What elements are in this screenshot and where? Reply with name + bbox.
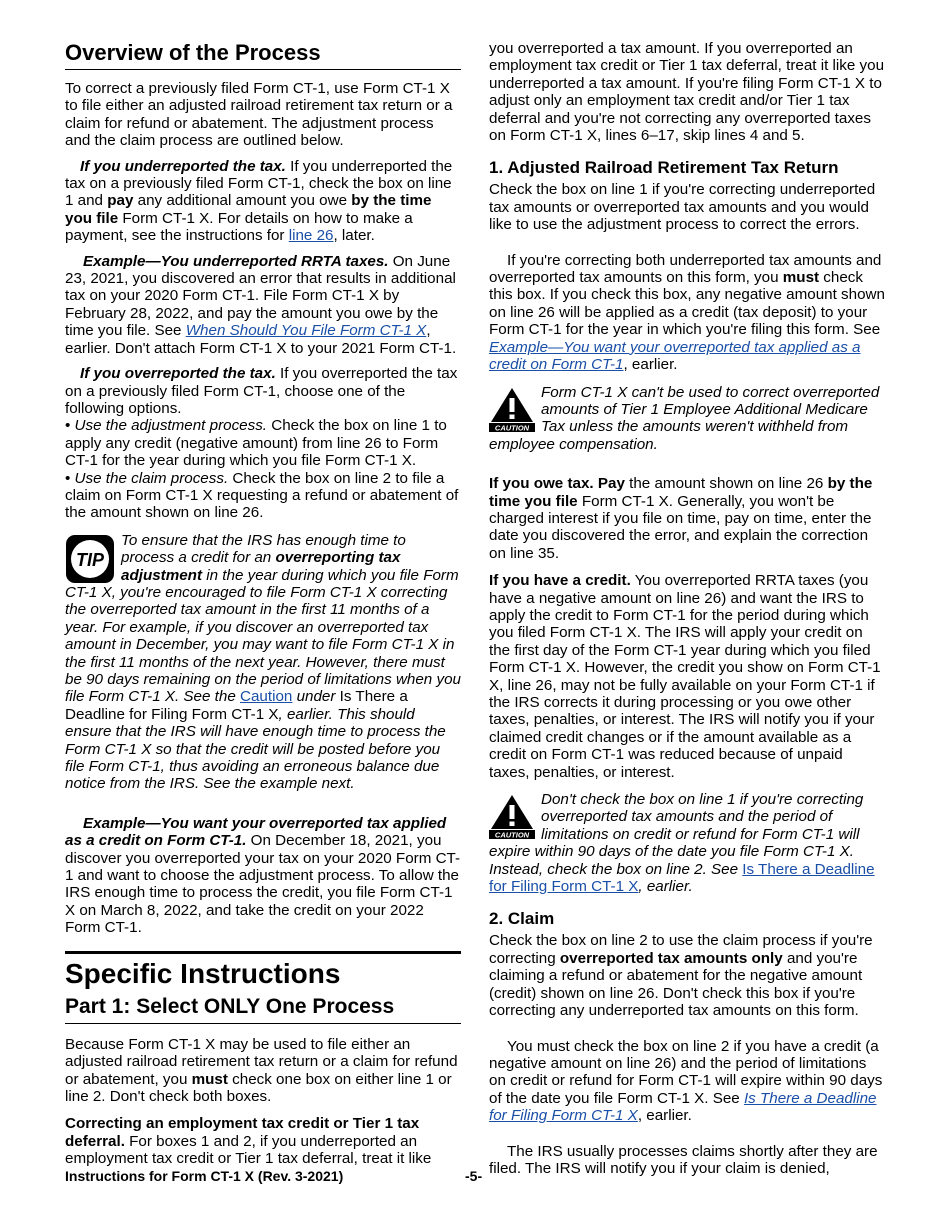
have-credit-paragraph: If you have a credit. You overreported RRTA taxes (you have a negative amount on line 26) and want the IRS to apply the credit to Form CT-1 for the period during which you filed Form CT-1 X. The IRS will apply your credit on the first day of the Form CT-1 year during which you filed Form CT-1 X. However, the credit you show on Form CT-1 X, line 26, may not be fully available on your Form CT-1 if the IRS corrects it during processing or you owe other taxes, penalties, or interest. The IRS will notify you if your claimed credit changes or if the amount available as a credit on Form CT-1 was reduced because of unpaid taxes, penalties, or interest. <box>489 572 881 781</box>
right-column <box>489 40 885 1185</box>
adjusted-return-p1: Check the box on line 1 if you're correcting underreported tax amounts or overreported tax amounts and you would like to use the adjustment process to correct the errors. <box>489 181 876 234</box>
deadline-link[interactable]: Is There a Deadline for Filing Form CT-1 X <box>489 860 875 896</box>
part1-heading: Part 1: Select ONLY One Process <box>65 990 461 1024</box>
correcting-credit-paragraph: Correcting an employment tax credit or Tier 1 tax deferral. For boxes 1 and 2, if you underreported an employment tax credit or Tier 1 tax deferral, treat it like <box>65 1115 432 1168</box>
adjusted-return-p2: If you're correcting both underreported tax amounts and overreported tax amounts on this form, you must check this box. If you check this box, any negative amount shown on line 26 will be applied as a credit (tax deposit) to your Form CT-1 for the year in which you're filing this form. See Example—You want your overreported tax applied as a credit on Form CT-1, earlier. <box>489 251 885 374</box>
caution-icon <box>489 793 535 839</box>
caution-note-limitations: CAUTION Don't check the box on line 1 if you're correcting overreported tax amounts and the period of limitations on credit or refund for Form CT-1 will expire within 90 days of the date you file Form CT-1 X. Instead, check the box on line 2. See Is There a Deadline for Filing Form CT-1 X, earlier. <box>489 791 875 896</box>
tip-note: TIP To ensure that the IRS has enough time to process a credit for an overreporting tax adjustment in the year during which you file Form CT-1 X, you're encouraged to file Form CT-1 X correcting the overreported tax amount in the first 11 months of a year. For example, if you discover an overreported tax amount in December, you may want to file Form CT-1 X in the first 11 months of the next year. However, there must be 90 days remaining on the period of limitations when you file Form CT-1 X. See the Caution under Is There a Deadline for Filing Form CT-1 X, earlier. This should ensure that the IRS will have enough time to process the Form CT-1 X so that the credit will be posted before you file Form CT-1, thus avoiding an erroneous balance due notice from the IRS. See the example next. <box>65 531 461 793</box>
claim-p3: The IRS usually processes claims shortly after they are filed. The IRS will notify you if your claim is denied, <box>489 1142 878 1177</box>
example-credit-link[interactable]: Example—You want your overreported tax applied as a credit on Form CT-1 <box>489 338 861 374</box>
example-underreported: Example—You underreported RRTA taxes. On June 23, 2021, you discovered an error that results in additional tax on your 2020 Form CT-1. File Form CT-1 X by February 28, 2022, and pay the amount you owe by the time you file. See When Should You File Form CT-1 X, earlier. Don't attach Form CT-1 X to your 2021 Form CT-1. <box>65 252 457 357</box>
left-column <box>65 40 461 1176</box>
footer-page-number: -5- <box>465 1168 483 1184</box>
example-overreported: Example—You want your overreported tax applied as a credit on Form CT-1. On December 18, 2021, you discover you overreported your tax on your 2020 Form CT-1 and want to choose the adjustment process. To allow the IRS enough time to process the credit, you file Form CT-1 X on March 8, 2022, and take the credit on your 2022 Form CT-1. <box>65 814 461 937</box>
continued-paragraph: you overreported a tax amount. If you overreported an employment tax credit or Tier 1 tax deferral, treat it like you underreported a tax amount. If you're filing Form CT-1 X to adjust only an employment tax credit and/or Tier 1 tax deferral and you're not correcting any overreported taxes on Form CT-1 X, lines 6–17, skip lines 4 and 5. <box>489 40 885 145</box>
part1-paragraph: Because Form CT-1 X may be used to file either an adjusted railroad retirement tax return or a claim for refund or abatement, you must check one box on either line 1 or line 2. Don't check both boxes. <box>65 1035 458 1105</box>
svg-text:TIP: TIP <box>75 549 105 570</box>
underreported-paragraph: If you underreported the tax. If you underreported the tax on a previously filed Form CT-1, check the box on line 1 and pay any additional amount you owe by the time you file Form CT-1 X. For details on how to make a payment, see the instructions for line 26, later. <box>65 157 453 245</box>
overreported-paragraph: If you overreported the tax. If you overreported the tax on a previously filed Form CT-1, choose one of the following options. <box>65 365 458 417</box>
specific-instructions-heading: Specific Instructions <box>65 951 461 990</box>
caution-icon <box>489 386 535 432</box>
claim-p2: You must check the box on line 2 if you have a credit (a negative amount on line 26) and the period of limitations on credit or refund for Form CT-1 will expire within 90 days of the date you file Form CT-1 X. See Is There a Deadline for Filing Form CT-1 X, earlier. <box>489 1037 883 1125</box>
owe-tax-paragraph: If you owe tax. Pay the amount shown on line 26 by the time you file Form CT-1 X. Generally, you won't be charged interest if you file on time, pay on time, enter the date you discovered the error, and explain the correction on line 35. <box>489 475 873 562</box>
caution-link[interactable]: Caution <box>240 688 293 706</box>
footer-form-title: Instructions for Form CT-1 X (Rev. 3-2021) <box>65 1168 344 1184</box>
adjusted-return-heading: 1. Adjusted Railroad Retirement Tax Return <box>489 158 839 178</box>
when-should-you-file-link[interactable]: When Should You File Form CT-1 X <box>185 322 427 340</box>
svg-text:CAUTION: CAUTION <box>494 830 530 840</box>
deadline-link-2[interactable]: Is There a Deadline for Filing Form CT-1 X <box>489 1089 877 1125</box>
tip-icon <box>65 534 115 584</box>
svg-text:CAUTION: CAUTION <box>494 423 530 432</box>
bullet-claim: • Use the claim process. Check the box on line 2 to file a claim on Form CT-1 X requesting a refund or abatement of the amount shown on line 26. <box>65 469 459 522</box>
line-26-link[interactable]: line 26 <box>288 227 334 245</box>
intro-paragraph: To correct a previously filed Form CT-1, use Form CT-1 X to file either an adjusted railroad retirement tax return or a claim for refund or abatement. The adjustment process and the claim process are outlined below. <box>65 80 453 150</box>
claim-heading: 2. Claim <box>489 909 555 929</box>
claim-p1: Check the box on line 2 to use the claim process if you're correcting overreported tax amounts only and you're claiming a refund or abatement for the negative amount (credit) shown on line 26. Don't check this box if you're correcting any underreported tax amounts on this form. <box>489 932 873 1020</box>
caution-note-medicare: CAUTION Form CT-1 X can't be used to correct overreported amounts of Tier 1 Employee Additional Medicare Tax unless the amounts weren't withheld from employee compensation. <box>489 383 880 453</box>
overview-heading: Overview of the Process <box>65 40 461 70</box>
bullet-adjustment: • Use the adjustment process. Check the box on line 1 to apply any credit (negative amount) from line 26 to Form CT-1 for the year during which you file Form CT-1 X. <box>65 417 447 470</box>
